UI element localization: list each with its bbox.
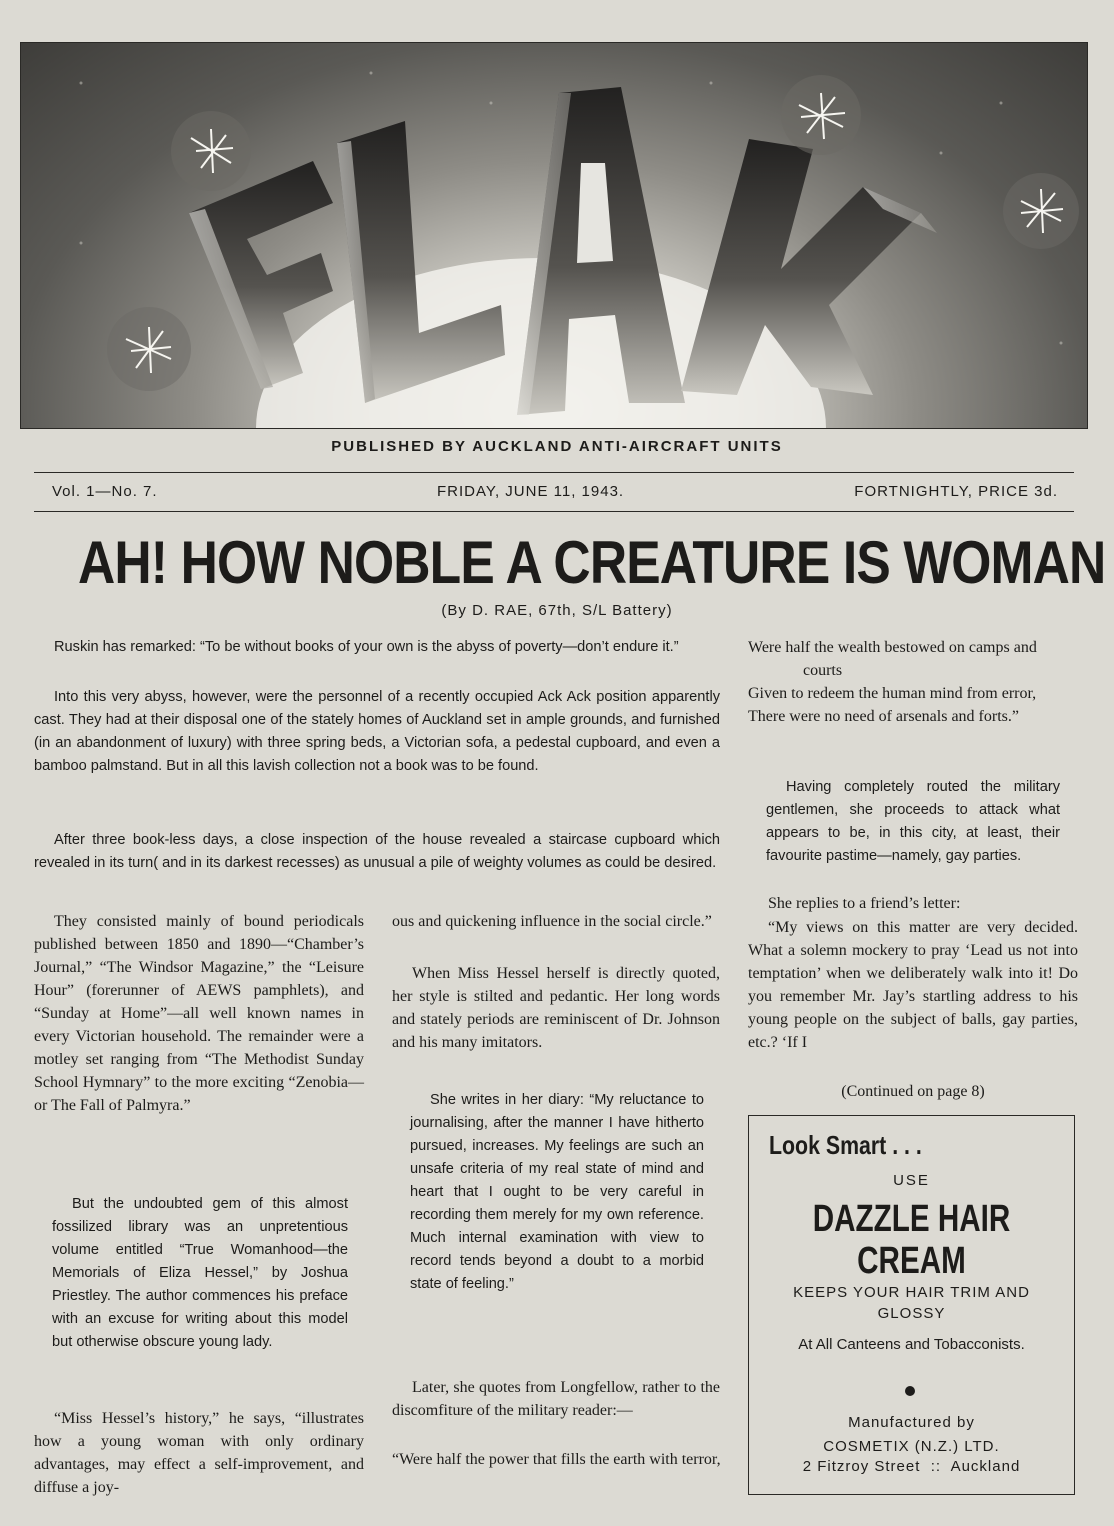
rule-bottom — [34, 511, 1074, 512]
publisher-line: PUBLISHED BY AUCKLAND ANTI-AIRCRAFT UNITS — [331, 438, 783, 455]
ad-availability: At All Canteens and Tobacconists. — [798, 1336, 1025, 1353]
col1-paragraph-1: They consisted mainly of bound periodicals published between 1850 and 1890—“Chamber’s Journal,” “The Windsor Magazine,” the “Leisure Hour” (forerunner of AEWS pamphlets), and “Sunday at Home”—all well known names in every Victorian household. The remainder were a motley set ranging from “The Methodist Sunday School Hymnary” to the more exciting “Zenobia—or The Fall of Palmyra.” — [34, 913, 364, 1114]
ad-product-name — [785, 1198, 1039, 1282]
col3-poem — [748, 636, 1078, 728]
col2-paragraph-2: When Miss Hessel herself is directly quoted, her style is stilted and pedantic. Her long words and stately periods are reminiscent of Dr. Johnson and his many imitators. — [392, 965, 720, 1051]
ad-manufactured-by: Manufactured by — [848, 1414, 975, 1431]
intro-paragraph-2: Into this very abyss, however, were the personnel of a recently occupied Ack Ack position apparently cast. They had at their disposal one of the stately homes of Auckland set in ample grounds, and furnished (in an abandonment of luxury) with three spring beds, a Victorian sofa, a pedestal cupboard, and even a bamboo palmstand. But in all this lavish collection not a book was to be found. — [34, 689, 720, 774]
col2-poem — [392, 1448, 722, 1471]
continued-note: (Continued on page 8) — [841, 1083, 985, 1100]
ad-address: 2 Fitzroy Street :: Auckland — [802, 1458, 1021, 1475]
logo-letter-k — [681, 139, 937, 395]
poem-line: Given to redeem the human mind from error, — [748, 685, 1037, 702]
bullet-icon — [905, 1386, 915, 1396]
issue-date: FRIDAY, JUNE 11, 1943. — [437, 483, 625, 500]
col2-paragraph-1: ous and quickening influence in the social circle.” — [392, 913, 712, 930]
article-headline: AH! HOW NOBLE A CREATURE IS WOMAN — [77, 529, 1106, 596]
masthead-banner — [20, 42, 1088, 429]
article-byline: (By D. RAE, 67th, S/L Battery) — [441, 602, 673, 619]
issue-volume: Vol. 1—No. 7. — [52, 483, 158, 500]
poem-line: There were no need of arsenals and forts.” — [748, 708, 1019, 725]
col1-paragraph-3: “Miss Hessel’s history,” he says, “illustrates how a young woman with only ordinary advantages, may effect a self-improvement, and diffuse a joy- — [34, 1410, 364, 1496]
advertisement-box — [748, 1115, 1075, 1495]
ad-product-line: DAZZLE HAIR — [812, 1198, 1011, 1240]
ad-product-line: CREAM — [857, 1240, 966, 1282]
intro-paragraph-1: Ruskin has remarked: “To be without books of your own is the abyss of poverty—don’t endure it.” — [54, 639, 679, 655]
ad-headline: Look Smart . . . — [769, 1130, 922, 1160]
col2-paragraph-3: She writes in her diary: “My reluctance to journalising, after the manner I have hitherto pursued, increases. My feelings are such an unsafe criteria of my real state of mind and heart that I ought to be very careful in recording them merely for my own reference. Much internal examination with view to record tends beyond a doubt to a morbid state of feeling.” — [410, 1092, 704, 1292]
ad-tagline: KEEPS YOUR HAIR TRIM AND GLOSSY — [793, 1284, 1030, 1322]
flak-logo — [21, 43, 1087, 428]
poem-line: Were half the wealth bestowed on camps and courts — [748, 639, 1037, 679]
col3-paragraph-3: “My views on this matter are very decided. What a solemn mockery to pray ‘Lead us not into temptation’ when we deliberately walk into it! Do you remember Mr. Jay’s startling address to his young people on the subject of balls, gay parties, etc.? ‘If I — [748, 919, 1078, 1051]
col3-paragraph-2: She replies to a friend’s letter: — [768, 895, 961, 912]
ad-use: USE — [893, 1172, 930, 1189]
col3-paragraph-1: Having completely routed the military gentlemen, she proceeds to attack what appears to be, in this city, at least, their favourite pastime—namely, gay parties. — [766, 779, 1060, 864]
intro-paragraph-3: After three book-less days, a close inspection of the house revealed a staircase cupboard which revealed in its turn( and in its darkest recesses) as unusual a pile of weighty volumes as could be desired. — [34, 832, 720, 871]
rule-top — [34, 472, 1074, 473]
ad-company: COSMETIX (N.Z.) LTD. — [823, 1438, 1000, 1455]
col2-paragraph-4: Later, she quotes from Longfellow, rather to the discomfiture of the military reader:— — [392, 1379, 720, 1419]
issue-frequency: FORTNIGHTLY, PRICE 3d. — [854, 483, 1058, 500]
poem-line: “Were half the power that fills the earth with terror, — [392, 1451, 721, 1468]
col1-paragraph-2: But the undoubted gem of this almost fossilized library was an unpretentious volume entitled “True Womanhood—the Memorials of Eliza Hessel,” by Joshua Priestley. The author commences his preface with an excuse for writing about this model but otherwise obscure young lady. — [52, 1196, 348, 1350]
